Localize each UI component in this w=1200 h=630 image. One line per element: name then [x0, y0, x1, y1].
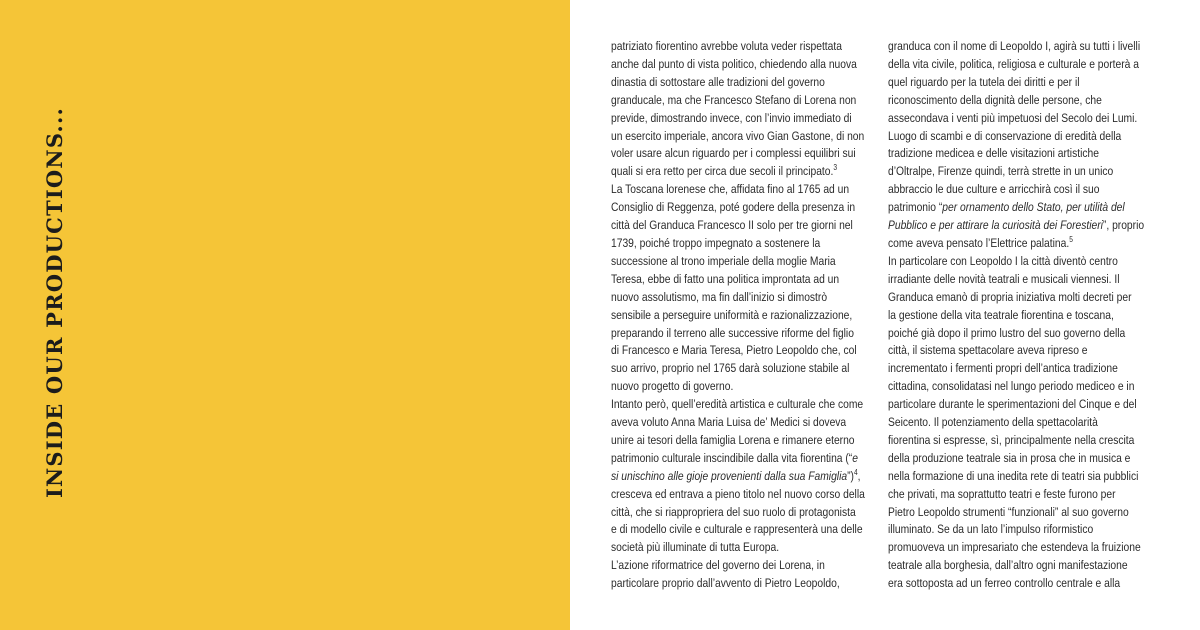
- text-line: [611, 432, 855, 450]
- text-line: [611, 414, 847, 432]
- italic-run: per ornamento dello Stato, per utilità del: [942, 200, 1125, 215]
- text-run: città del Granduca Francesco II solo per tre giorni nel: [611, 218, 853, 233]
- text-run: di Francesco e Maria Teresa, Pietro Leopoldo che, col: [611, 343, 857, 358]
- text-line: [611, 467, 861, 486]
- text-run: era sottoposta ad un ferreo controllo centrale e alla: [888, 576, 1121, 591]
- text-line: [611, 74, 833, 92]
- text-run: granducale, ma che Francesco Stefano di Lorena non: [611, 92, 857, 107]
- text-line: [888, 163, 1114, 181]
- text-line: [888, 289, 1132, 307]
- text-run: L’azione riformatrice del governo dei Lorena, in: [611, 558, 825, 573]
- text-line: [611, 199, 856, 217]
- text-line: [888, 360, 1118, 378]
- text-line: [888, 56, 1139, 74]
- text-line: [888, 432, 1135, 450]
- text-run: aveva voluto Anna Maria Luisa de’ Medici si doveva: [611, 415, 847, 430]
- text-run: che privati, ma soprattutto teatri e feste furono per: [888, 486, 1116, 501]
- text-line: [888, 468, 1139, 486]
- text-line: [888, 504, 1129, 522]
- text-line: [611, 181, 850, 199]
- text-run: nuovo progetto di governo.: [611, 379, 734, 394]
- text-line: [888, 325, 1126, 343]
- text-run: preparando il terreno alle successive riforme del figlio: [611, 325, 854, 340]
- footnote-ref: 4: [853, 467, 858, 477]
- text-line: [888, 575, 1121, 593]
- text-run: Pietro Leopoldo strumenti “funzionali” al suo governo: [888, 504, 1129, 519]
- text-run: città, il sistema spettacolare aveva ripreso e: [888, 343, 1088, 358]
- text-run: assecondava i venti più impetuosi del Secolo dei Lumi.: [888, 110, 1138, 125]
- text-run: cresceva ed entrava a pieno titolo nel nuovo corso della: [611, 486, 865, 501]
- text-run: nella formazione di una inedita rete di teatri sia pubblici: [888, 468, 1139, 483]
- text-run: particolare proprio dall’avvento di Pietro Leopoldo,: [611, 576, 840, 591]
- text-run: della produzione teatrale sia in prosa che in musica e: [888, 450, 1131, 465]
- yellow-side-panel: [0, 0, 570, 630]
- text-line: [611, 342, 857, 360]
- text-line: [611, 539, 833, 557]
- text-run: patrimonio culturale inscindibile dalla vita fiorentina (“: [611, 450, 853, 465]
- text-line: [611, 486, 865, 504]
- text-run: dinastia di sottostare alle tradizioni del governo: [611, 74, 825, 89]
- text-line: [888, 539, 1141, 557]
- text-line: [611, 235, 833, 253]
- text-run: incrementato i fermenti propri dell’antica tradizione: [888, 361, 1118, 376]
- text-line: [888, 253, 1118, 271]
- text-run: d’Oltralpe, Firenze quindi, terrà strette in un unico: [888, 164, 1114, 179]
- text-run: granduca con il nome di Leopoldo I, agirà su tutti i livelli: [888, 39, 1141, 53]
- text-line: [611, 521, 863, 539]
- text-line: [888, 92, 1110, 110]
- text-run: Seicento. Il potenziamento della spettacolarità: [888, 415, 1098, 430]
- text-run: come aveva pensato l’Elettrice palatina.: [888, 235, 1070, 250]
- text-line: [888, 557, 1128, 575]
- text-run: Teresa, ebbe di fatto una politica improntata ad un: [611, 271, 840, 286]
- text-run: e di modello civile e culturale e rappresenterà una delle: [611, 522, 863, 537]
- text-line: [611, 557, 833, 575]
- text-line: [611, 110, 852, 128]
- text-run: nuovo assolutismo, ma fin dall’inizio si dimostrò: [611, 289, 828, 304]
- text-column-left: [611, 38, 865, 593]
- text-line: [888, 378, 1135, 396]
- text-line: [611, 307, 853, 325]
- text-run: Granduca emanò di propria iniziativa molti decreti per: [888, 289, 1132, 304]
- text-run: quali si era retto per circa due secoli il principato.: [611, 164, 834, 179]
- text-line: [888, 128, 1122, 146]
- text-run: fiorentina si espresse, sì, principalmente nella crescita: [888, 432, 1135, 447]
- text-line: [611, 56, 857, 74]
- text-run: promuoveva un impresariato che estendeva la fruizione: [888, 540, 1141, 555]
- text-line: [888, 342, 1110, 360]
- italic-run: Pubblico e per attirare la curiosità dei Forestieri: [888, 218, 1103, 233]
- text-run: La Toscana lorenese che, affidata fino al 1765 ad un: [611, 182, 850, 197]
- text-line: [611, 378, 833, 396]
- text-run: ”): [847, 468, 854, 483]
- text-run: Luogo di scambi e di conservazione di eredità della: [888, 128, 1122, 143]
- text-run: In particolare con Leopoldo I la città diventò centro: [888, 253, 1118, 268]
- text-run: cittadina, consolidatasi nel lungo periodo mediceo e in: [888, 379, 1135, 394]
- text-run: ”, proprio: [1102, 218, 1145, 233]
- text-line: [611, 289, 833, 307]
- text-run: successione al trono imperiale della moglie Maria: [611, 253, 836, 268]
- text-line: [888, 181, 1110, 199]
- text-run: poiché già dopo il primo lustro del suo governo della: [888, 325, 1126, 340]
- text-line: [888, 145, 1110, 163]
- text-line: [611, 163, 838, 181]
- text-run: sensibile a perseguire uniformità e razionalizzazione,: [611, 307, 853, 322]
- text-line: [888, 38, 1141, 56]
- text-line: [611, 504, 856, 522]
- text-line: [888, 110, 1138, 128]
- text-run: teatrale alla borghesia, dall’altro ogni manifestazione: [888, 558, 1128, 573]
- text-line: [888, 521, 1110, 539]
- text-line: [888, 271, 1120, 289]
- text-line: [888, 396, 1137, 414]
- text-line: [611, 450, 858, 468]
- text-line: [611, 360, 850, 378]
- text-run: voler usare alcun riguardo per i complessi equilibri sui: [611, 146, 856, 161]
- italic-run: si unischino alle gioje provenienti dalla sua Famiglia: [611, 468, 848, 483]
- text-run: quel riguardo per la tutela dei diritti e per il: [888, 74, 1080, 89]
- section-title: INSIDE OUR PRODUCTIONS...: [42, 107, 67, 498]
- text-run: un esercito imperiale, ancora vivo Gian Gastone, di non: [611, 128, 865, 143]
- text-line: [611, 128, 865, 146]
- text-line: [888, 199, 1125, 217]
- text-run: previde, dimostrando invece, con l’invio immediato di: [611, 110, 852, 125]
- text-line: [888, 74, 1110, 92]
- text-run: tradizione medicea e delle visitazioni artistiche: [888, 146, 1099, 161]
- text-line: [611, 145, 856, 163]
- text-run: patrimonio “: [888, 200, 943, 215]
- text-run: anche dal punto di vista politico, chiedendo alla nuova: [611, 56, 857, 71]
- text-run: riconoscimento della dignità delle persone, che: [888, 92, 1102, 107]
- text-line: [611, 217, 853, 235]
- text-line: [611, 325, 854, 343]
- text-line: [888, 235, 1110, 253]
- text-line: [888, 450, 1131, 468]
- text-run: la gestione della vita teatrale fiorentina e toscana,: [888, 307, 1114, 322]
- text-run: unire ai tesori della famiglia Lorena e rimanere eterno: [611, 432, 855, 447]
- footnote-ref: 5: [1069, 234, 1073, 244]
- text-run: particolare durante le sperimentazioni del Cinque e del: [888, 397, 1137, 412]
- text-run: suo arrivo, proprio nel 1765 darà soluzione stabile al: [611, 361, 850, 376]
- text-line: [888, 486, 1116, 504]
- text-line: [611, 575, 840, 593]
- text-run: 1739, poiché troppo impegnato a sostenere la: [611, 235, 821, 250]
- text-line: [888, 217, 1145, 235]
- text-run: della vita civile, politica, religiosa e culturale e porterà a: [888, 56, 1139, 71]
- text-run: società più illuminate di tutta Europa.: [611, 540, 780, 555]
- text-line: [888, 414, 1110, 432]
- footnote-ref: 3: [833, 163, 838, 173]
- text-line: [611, 396, 864, 414]
- italic-run: e: [852, 450, 858, 465]
- text-run: ,: [857, 468, 861, 483]
- text-line: [611, 38, 842, 56]
- text-run: abbraccio le due culture e arricchirà così il suo: [888, 182, 1100, 197]
- text-run: Intanto però, quell’eredità artistica e culturale che come: [611, 397, 864, 412]
- text-run: città, che si riappropriera del suo ruolo di protagonista: [611, 504, 856, 519]
- text-column-right: [888, 38, 1145, 593]
- text-line: [611, 92, 857, 110]
- text-line: [611, 271, 840, 289]
- text-line: [888, 307, 1114, 325]
- text-line: [611, 253, 836, 271]
- text-run: Consiglio di Reggenza, poté godere della presenza in: [611, 200, 856, 215]
- text-run: patriziato fiorentino avrebbe voluta veder rispettata: [611, 39, 842, 53]
- text-run: illuminato. Se da un lato l’impulso riformistico: [888, 522, 1094, 537]
- text-run: irradiante delle novità teatrali e musicali viennesi. Il: [888, 271, 1120, 286]
